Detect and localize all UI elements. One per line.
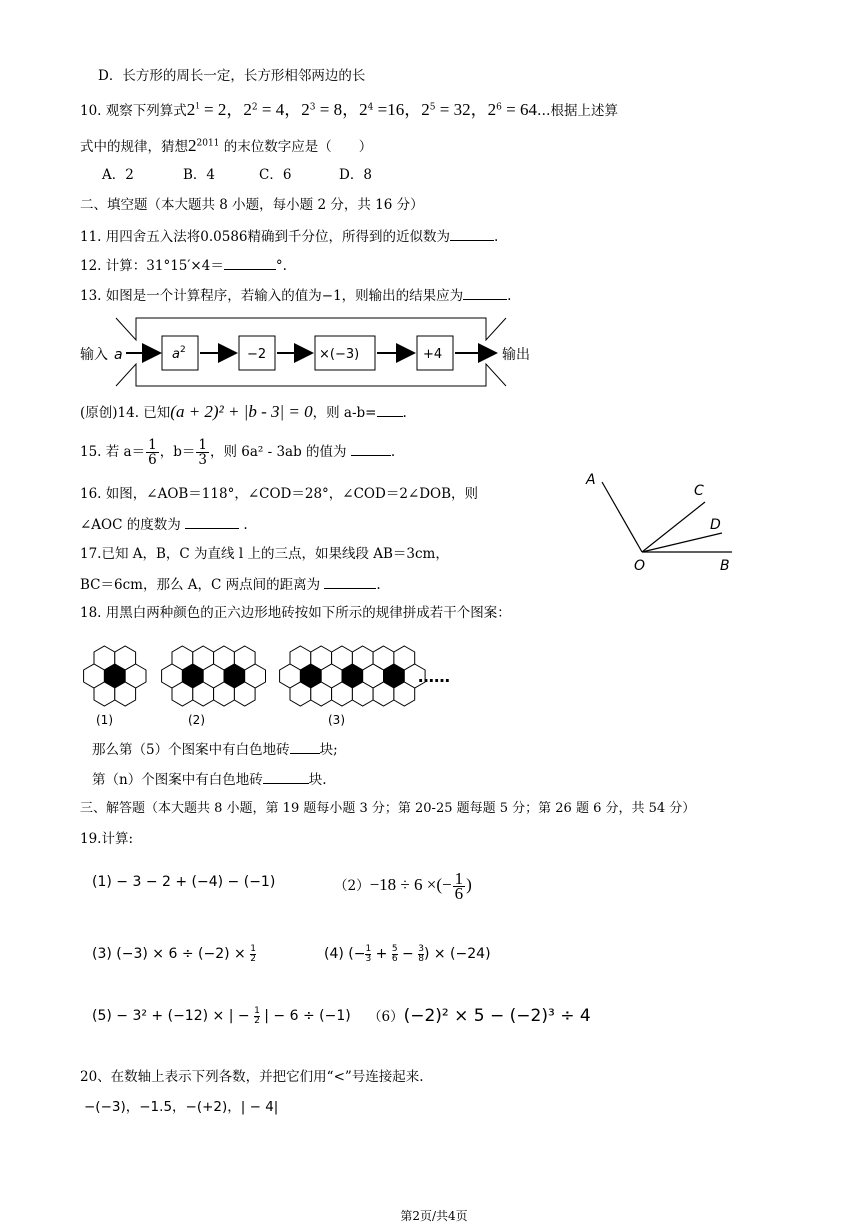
output-label: 输出 bbox=[502, 347, 530, 363]
section3-title: 三、解答题（本大题共 8 小题，第 19 题每小题 3 分；第 20-25 题每题 5 分；第 26 题 6 分，共 54 分） bbox=[80, 801, 696, 816]
q10-part3: = 8，2 bbox=[319, 100, 368, 119]
input-label: 输入 bbox=[80, 347, 108, 363]
q18-line2-text: 第（n）个图案中有白色地砖 bbox=[92, 772, 263, 788]
q16-line1: 16. 如图，∠AOB＝118°，∠COD＝28°，∠COD＝2∠DOB，则 bbox=[80, 486, 479, 502]
box-square-label: $a^2$ bbox=[172, 345, 186, 362]
q10-suffix: …根据上述算 bbox=[536, 103, 618, 119]
q16-line2-text: ∠AOC 的度数为 bbox=[80, 517, 181, 533]
q14 bbox=[80, 402, 407, 423]
continuation-dots: …… bbox=[418, 667, 450, 686]
q16-line2 bbox=[80, 514, 248, 535]
q14-prefix: (原创)14. 已知 bbox=[80, 405, 171, 421]
q15-prefix: 15. 若 a＝ bbox=[80, 444, 146, 460]
q14-end: . bbox=[402, 405, 407, 421]
q10-part4: =16，2 bbox=[377, 100, 430, 119]
q10-line2-b: 的末位数字应是（ ） bbox=[223, 139, 373, 155]
q18-line1-text: 那么第（5）个图案中有白色地砖 bbox=[92, 742, 290, 758]
q18-blank2[interactable] bbox=[263, 769, 309, 784]
page-footer: 第2页/共4页 bbox=[400, 1209, 468, 1223]
q10-part1: = 2，2 bbox=[204, 100, 252, 119]
q19-part3 bbox=[92, 944, 256, 964]
q11 bbox=[80, 226, 498, 247]
q13-text: 13. 如图是一个计算程序，若输入的值为−1，则输出的结果应为 bbox=[80, 288, 464, 304]
q18-blank1[interactable] bbox=[290, 739, 320, 754]
section2-title: 二、填空题（本大题共 8 小题，每小题 2 分，共 16 分） bbox=[80, 197, 424, 213]
q18-text: 18. 用黑白两种颜色的正六边形地砖按如下所示的规律拼成若干个图案： bbox=[80, 605, 511, 621]
q19-part6-expr: (−2)² × 5 − (−2)³ ÷ 4 bbox=[403, 1006, 591, 1026]
q17-line2-text: BC＝6cm，那么 A，C 两点间的距离为 bbox=[80, 577, 321, 593]
q17-line1: 17.已知 A，B，C 为直线 l 上的三点，如果线段 AB＝3cm， bbox=[80, 546, 449, 562]
q16-blank[interactable] bbox=[185, 514, 239, 529]
q15 bbox=[80, 438, 395, 467]
q17-line2 bbox=[80, 574, 381, 595]
q10-option-d: D．8 bbox=[339, 167, 372, 183]
q11-text: 11. 用四舍五入法将0.0586精确到千分位，所得到的近似数为 bbox=[80, 229, 450, 245]
q19-part4-frac2: $\frac{5}{6}$ bbox=[391, 943, 398, 964]
pattern-label-2: (2) bbox=[188, 713, 205, 727]
q15-mid2: ，则 6a² - 3ab 的值为 bbox=[209, 444, 347, 460]
q19-part4 bbox=[324, 944, 491, 964]
q19-part5-frac: $\frac{1}{2}$ bbox=[254, 1005, 260, 1026]
label-c: C bbox=[694, 483, 704, 499]
q19-part2 bbox=[334, 869, 472, 903]
q10-line2: 式中的规律，猜想$2^{2011}$ 的末位数字应是（ ） bbox=[80, 136, 373, 155]
q10-part6: = 64 bbox=[506, 100, 537, 119]
calc-program-diagram bbox=[76, 312, 546, 392]
q18-line2 bbox=[92, 769, 327, 790]
q19-part5 bbox=[92, 1006, 351, 1026]
q17-end: . bbox=[376, 577, 381, 593]
q13 bbox=[80, 285, 511, 306]
q10-line2-a: 式中的规律，猜想 bbox=[80, 139, 188, 155]
box-minus2-label: −2 bbox=[247, 347, 267, 362]
label-o: O bbox=[634, 558, 646, 574]
q17-blank[interactable] bbox=[324, 574, 376, 589]
q19-part1: (1) − 3 − 2 + (−4) − (−1) bbox=[92, 874, 276, 890]
label-b: B bbox=[720, 558, 730, 574]
q19-part4-a: (4) (− bbox=[324, 946, 366, 962]
q19-part2-frac: $\frac{1}{6}$ bbox=[454, 869, 464, 903]
hexagon-patterns bbox=[76, 642, 476, 732]
pattern-label-3: (3) bbox=[328, 713, 345, 727]
label-d: D bbox=[710, 517, 721, 533]
q18-line2-end: 块. bbox=[308, 772, 327, 788]
q19-part4-frac1: $\frac{1}{3}$ bbox=[365, 943, 372, 964]
q15-end: . bbox=[390, 444, 396, 460]
input-var: a bbox=[114, 347, 123, 363]
q11-blank[interactable] bbox=[450, 226, 494, 241]
q19-part2-end: ) bbox=[466, 875, 472, 894]
q12-blank[interactable] bbox=[224, 255, 276, 270]
q15-blank[interactable] bbox=[351, 441, 391, 456]
box-plus4-label: +4 bbox=[423, 347, 443, 362]
q13-end: . bbox=[507, 288, 512, 304]
angle-figure bbox=[580, 466, 740, 578]
q19-part3-expr: (3) (−3) × 6 ÷ (−2) × bbox=[92, 946, 246, 962]
q10-exponent: 2011 bbox=[196, 138, 220, 149]
q20-text: 20、在数轴上表示下列各数，并把它们用“<”号连接起来. bbox=[80, 1069, 424, 1085]
q19-part4-frac3: $\frac{3}{8}$ bbox=[418, 943, 424, 964]
ray-oa bbox=[602, 482, 642, 552]
q19-part4-op2: − bbox=[402, 946, 414, 962]
box-times-neg3-label: ×(−3) bbox=[319, 347, 360, 362]
q10-option-b: B．4 bbox=[183, 167, 216, 183]
q15-frac2: $\frac{1}{3}$ bbox=[198, 437, 207, 468]
q14-mid: ，则 a-b= bbox=[312, 405, 377, 421]
q13-blank[interactable] bbox=[463, 285, 507, 300]
q19-part2-expr: −18 ÷ 6 ×(− bbox=[369, 875, 452, 894]
q16-end: . bbox=[243, 517, 248, 533]
q14-formula: (a + 2)² + |b - 3| = 0 bbox=[170, 402, 313, 421]
q20-numbers: −(−3)，−1.5，−(+2)，| − 4| bbox=[84, 1099, 279, 1115]
q19-part3-frac: $\frac{1}{2}$ bbox=[250, 943, 256, 964]
q15-mid1: ，b＝ bbox=[159, 444, 196, 460]
q9-option-d: D．长方形的周长一定，长方形相邻两边的长 bbox=[98, 68, 366, 84]
q10-part5: = 32，2 bbox=[439, 100, 497, 119]
q15-frac1: $\frac{1}{6}$ bbox=[148, 437, 157, 468]
q10-option-a: A．2 bbox=[102, 167, 134, 183]
q11-end: . bbox=[494, 229, 499, 245]
q19-part6 bbox=[368, 1006, 591, 1027]
q18-line1-end: 块; bbox=[319, 742, 338, 758]
q12 bbox=[80, 255, 287, 276]
q19-part2-label: （2） bbox=[334, 878, 370, 894]
label-a: A bbox=[586, 472, 596, 488]
q19-part4-end: ) × (−24) bbox=[423, 946, 491, 962]
q10-option-c: C．6 bbox=[259, 167, 292, 183]
q10-line1: 10. 观察下列算式$2^1 = 2$，$2^2 = 4$，$2^3 = 8$，$2^4 =16$，$2^5 = 32$，$2^6$ = 64…根据上述算 bbox=[80, 100, 618, 119]
q10-part2: = 4，2 bbox=[261, 100, 310, 119]
q14-blank[interactable] bbox=[377, 402, 403, 417]
pattern-label-1: (1) bbox=[96, 713, 113, 727]
q10-prefix: 10. 观察下列算式 bbox=[80, 103, 187, 119]
q18-line1 bbox=[92, 739, 338, 760]
q19-part5-a: (5) − 3² + (−12) × | − bbox=[92, 1008, 250, 1024]
q12-end: °. bbox=[275, 258, 287, 274]
q19-title: 19.计算: bbox=[80, 831, 134, 847]
q19-part5-end: | − 6 ÷ (−1) bbox=[264, 1008, 351, 1024]
q12-text: 12. 计算：31°15′×4＝ bbox=[80, 258, 224, 274]
q19-part4-op1: + bbox=[375, 946, 388, 962]
q19-part6-label: （6） bbox=[368, 1009, 404, 1025]
